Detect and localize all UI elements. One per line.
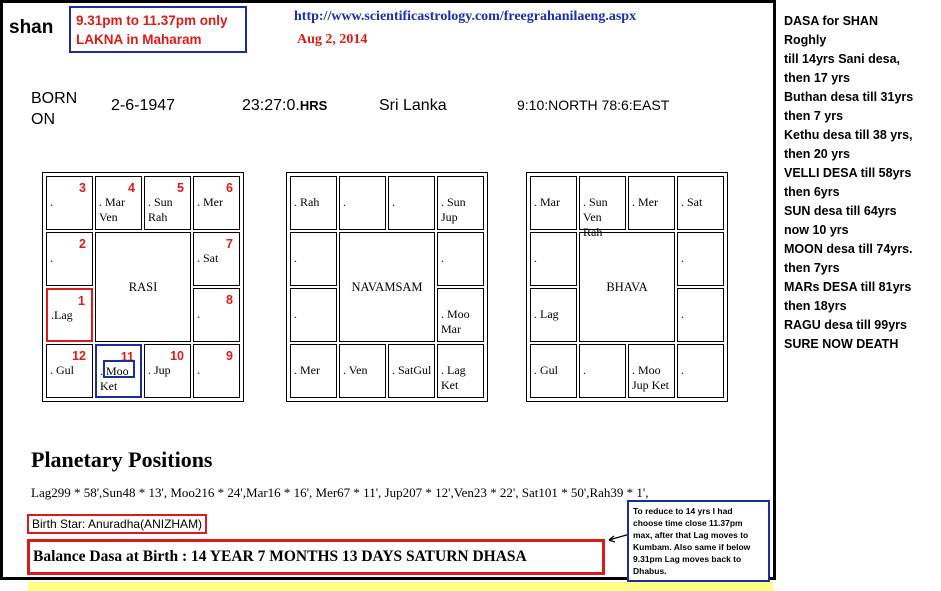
planet-line: . Sat	[681, 195, 703, 209]
planet-line: Jup Ket	[632, 378, 669, 392]
planet-line: Ven	[583, 210, 602, 224]
planet-list	[197, 363, 200, 393]
planet-line	[583, 378, 586, 393]
planet-line	[50, 266, 53, 281]
planet-list	[294, 363, 320, 393]
planet-line	[441, 266, 444, 281]
planet-line: . Ven	[343, 363, 368, 377]
planet-list	[681, 195, 702, 225]
birth-place: Sri Lanka	[379, 97, 447, 114]
planet-line	[534, 378, 558, 393]
house-number: 11	[120, 350, 134, 364]
dasa-line: Kethu desa till 38 yrs,	[784, 128, 913, 142]
navamsam-house-cell	[339, 176, 386, 230]
planet-line: . Gul	[50, 363, 74, 377]
dasa-line: MARs DESA till 81yrs	[784, 280, 912, 294]
planet-line: . Mer	[197, 195, 223, 209]
house-number: 8	[226, 293, 233, 307]
navamsam-chart-title: NAVAMSAM	[339, 232, 435, 342]
planet-line: . Moo	[632, 363, 661, 377]
rasi-house-cell	[95, 176, 142, 230]
planet-line	[534, 210, 560, 225]
lakna-line: LAKNA in Maharam	[76, 32, 202, 47]
bhava-house-cell	[530, 232, 577, 286]
house-number: 12	[72, 349, 86, 363]
planet-line: .	[392, 195, 395, 209]
planet-list	[148, 363, 171, 393]
planet-list	[50, 251, 53, 281]
bhava-house-cell	[677, 176, 724, 230]
planet-line	[534, 322, 559, 337]
planet-line	[681, 266, 684, 281]
planet-line: . Sun	[148, 195, 173, 209]
navamsam-chart	[286, 172, 488, 402]
dasa-summary	[784, 12, 941, 354]
rasi-house-cell	[46, 176, 93, 230]
planet-list	[681, 307, 684, 337]
planet-line	[343, 210, 346, 225]
rasi-house-cell	[193, 344, 240, 398]
planet-line	[197, 378, 200, 393]
rasi-house-cell	[193, 232, 240, 286]
dasa-line: then 18yrs	[784, 299, 847, 313]
planet-list	[197, 251, 218, 281]
planet-list	[294, 195, 319, 225]
dasa-line: SURE NOW DEATH	[784, 337, 899, 351]
planet-line: . Jup	[148, 363, 171, 377]
planet-list	[534, 195, 560, 225]
planetary-positions-values: Lag299 * 58',Sun48 * 13', Moo216 * 24',Mar16 * 16', Mer67 * 11', Jup207 * 12',Ven23 * 22', Sat101 * 50',Rah39 * 1',	[31, 485, 649, 500]
planet-line: Rah	[583, 225, 603, 239]
planet-line	[294, 266, 297, 281]
bhava-house-cell	[628, 176, 675, 230]
birth-time-unit: HRS	[299, 98, 328, 113]
time-range-note	[69, 6, 247, 53]
dasa-line: then 6yrs	[784, 185, 840, 199]
dasa-line: Roghly	[784, 33, 827, 47]
planet-line: . Mer	[294, 363, 320, 377]
house-number: 9	[226, 349, 233, 363]
rasi-house-cell	[144, 344, 191, 398]
planet-line: . Rah	[294, 195, 320, 209]
rasi-house-cell	[46, 288, 93, 342]
dasa-line: Buthan desa till 31yrs	[784, 90, 914, 104]
moon-highlight-box	[103, 360, 135, 378]
navamsam-house-cell	[388, 344, 435, 398]
planet-line: . Lag	[534, 307, 559, 321]
rasi-chart	[42, 172, 244, 402]
planet-line: . Mer	[632, 195, 658, 209]
planet-line	[681, 322, 684, 337]
planet-list	[343, 363, 367, 393]
planet-list	[441, 195, 466, 225]
planet-line: .	[681, 363, 684, 377]
planet-line	[197, 210, 223, 225]
bhava-chart-title: BHAVA	[579, 232, 675, 342]
planet-line: . Sun	[441, 195, 466, 209]
planet-list	[632, 195, 658, 225]
bhava-house-cell	[677, 232, 724, 286]
planet-list	[50, 195, 53, 225]
planet-list	[294, 307, 297, 337]
house-number: 7	[226, 237, 233, 251]
planet-line: Ket	[100, 379, 118, 393]
planet-line: Mar	[441, 322, 461, 336]
house-number: 10	[170, 349, 184, 363]
planet-list	[534, 251, 537, 281]
bhava-house-cell	[579, 344, 626, 398]
planet-list	[534, 363, 558, 393]
birth-time-value: 23:27:0.	[242, 97, 300, 114]
planet-line: .	[681, 251, 684, 265]
planet-line: . Moo	[100, 364, 129, 378]
planet-line: . Mar	[99, 195, 125, 209]
planet-list	[583, 363, 586, 393]
person-name: shan	[9, 17, 54, 38]
bhava-house-cell	[677, 288, 724, 342]
birth-date: 2-6-1947	[111, 97, 176, 114]
planet-line	[392, 378, 431, 393]
planet-list	[681, 251, 684, 281]
planet-line: . Gul	[534, 363, 558, 377]
house-number: 4	[128, 181, 135, 195]
navamsam-house-cell	[437, 344, 484, 398]
planet-line	[392, 210, 395, 225]
planet-line	[534, 266, 537, 281]
dasa-line: MOON desa till 74yrs.	[784, 242, 913, 256]
planet-list	[197, 195, 223, 225]
born-label-line1: BORN	[31, 90, 78, 107]
planet-list	[99, 195, 125, 225]
planet-line: Ket	[441, 378, 459, 392]
planet-line: .Lag	[51, 308, 73, 322]
planet-line: . SatGul	[392, 363, 432, 377]
planet-line: . Moo	[441, 307, 470, 321]
planet-line: Rah	[148, 210, 168, 224]
planet-line: .	[50, 195, 53, 209]
bhava-house-cell	[677, 344, 724, 398]
planet-list	[148, 195, 173, 225]
planet-line: Jup	[441, 210, 458, 224]
planet-line: .	[294, 307, 297, 321]
planet-list	[343, 195, 346, 225]
house-number: 5	[177, 181, 184, 195]
navamsam-house-cell	[339, 344, 386, 398]
planet-line: .	[50, 251, 53, 265]
planet-list	[294, 251, 297, 281]
birth-coordinates: 9:10:NORTH 78:6:EAST	[517, 97, 670, 113]
dasa-line: then 7yrs	[784, 261, 840, 275]
planet-line: .	[441, 251, 444, 265]
rasi-chart-title: RASI	[95, 232, 191, 342]
house-number: 2	[79, 237, 86, 251]
dasa-line: RAGU desa till 99yrs	[784, 318, 907, 332]
planet-list	[534, 307, 559, 337]
planet-line	[294, 210, 319, 225]
planet-list	[50, 363, 74, 393]
dasa-line: SUN desa till 64yrs	[784, 204, 897, 218]
dasa-line: now 10 yrs	[784, 223, 849, 237]
rasi-house-cell	[46, 232, 93, 286]
planet-list	[392, 195, 395, 225]
rasi-house-cell	[144, 176, 191, 230]
rasi-house-cell	[46, 344, 93, 398]
planet-list	[441, 251, 444, 281]
planet-line: . Mar	[534, 195, 560, 209]
planet-line	[50, 378, 74, 393]
planet-line: . Sun	[583, 195, 608, 209]
rasi-house-cell	[95, 344, 142, 398]
planet-line: .	[294, 251, 297, 265]
house-number: 6	[226, 181, 233, 195]
born-label	[31, 88, 77, 130]
rasi-house-cell	[193, 288, 240, 342]
planet-line: .	[343, 195, 346, 209]
rasi-house-cell	[193, 176, 240, 230]
bhava-house-cell	[530, 344, 577, 398]
planet-line	[681, 210, 702, 225]
navamsam-house-cell	[388, 176, 435, 230]
source-url[interactable]: http://www.scientificastrology.com/freegrahanilaeng.aspx	[294, 9, 637, 24]
bhava-house-cell	[530, 176, 577, 230]
planet-line	[148, 378, 171, 393]
planet-list	[632, 363, 669, 393]
bhava-house-cell	[530, 288, 577, 342]
bottom-strip	[28, 582, 773, 591]
navamsam-house-cell	[290, 232, 337, 286]
bhava-chart	[526, 172, 728, 402]
planet-line	[632, 210, 658, 225]
balance-dasa: Balance Dasa at Birth : 14 YEAR 7 MONTHS 13 DAYS SATURN DHASA	[27, 539, 605, 575]
planet-line: .	[583, 363, 586, 377]
birth-time	[242, 97, 327, 115]
planetary-positions-title: Planetary Positions	[31, 447, 213, 472]
planet-line: .	[681, 307, 684, 321]
planet-line: .	[197, 363, 200, 377]
planet-line	[343, 378, 367, 393]
birth-star: Birth Star: Anuradha(ANIZHAM)	[27, 514, 207, 534]
dasa-line: VELLI DESA till 58yrs	[784, 166, 912, 180]
planet-line: . Lag	[441, 363, 466, 377]
dasa-line: then 17 yrs	[784, 71, 851, 85]
dasa-line: then 20 yrs	[784, 147, 851, 161]
navamsam-house-cell	[437, 288, 484, 342]
house-number: 1	[78, 294, 85, 308]
bhava-house-cell	[579, 176, 626, 239]
navamsam-house-cell	[290, 344, 337, 398]
planet-list	[441, 363, 466, 393]
planet-line	[197, 266, 218, 281]
planet-list	[197, 307, 200, 337]
navamsam-house-cell	[437, 232, 484, 286]
time-adjustment-note: To reduce to 14 yrs I had choose time close 11.37pm max, after that Lag moves to Kumbam. Also same if below 9.31pm Lag moves back to Dhabus.	[627, 500, 770, 582]
navamsam-house-cell	[437, 176, 484, 230]
planet-list	[441, 307, 470, 337]
navamsam-house-cell	[290, 288, 337, 342]
planet-line	[50, 210, 53, 225]
planet-list	[51, 308, 73, 338]
planet-line	[197, 322, 200, 337]
time-range-line: 9.31pm to 11.37pm only	[76, 13, 228, 28]
report-date: Aug 2, 2014	[297, 32, 368, 47]
planet-line	[294, 322, 297, 337]
dasa-line: till 14yrs Sani desa,	[784, 52, 901, 66]
born-label-line2: ON	[31, 111, 55, 128]
planet-line: . Sat	[197, 251, 219, 265]
planet-list	[681, 363, 684, 393]
navamsam-house-cell	[290, 176, 337, 230]
bhava-house-cell	[628, 344, 675, 398]
dasa-line: DASA for SHAN	[784, 14, 878, 28]
planet-line: .	[197, 307, 200, 321]
planet-line: Ven	[99, 210, 118, 224]
planet-list	[392, 363, 431, 393]
planet-line	[294, 378, 320, 393]
planet-line	[51, 323, 73, 338]
dasa-line: then 7 yrs	[784, 109, 844, 123]
house-number: 3	[79, 181, 86, 195]
planet-line: .	[534, 251, 537, 265]
planet-line	[681, 378, 684, 393]
